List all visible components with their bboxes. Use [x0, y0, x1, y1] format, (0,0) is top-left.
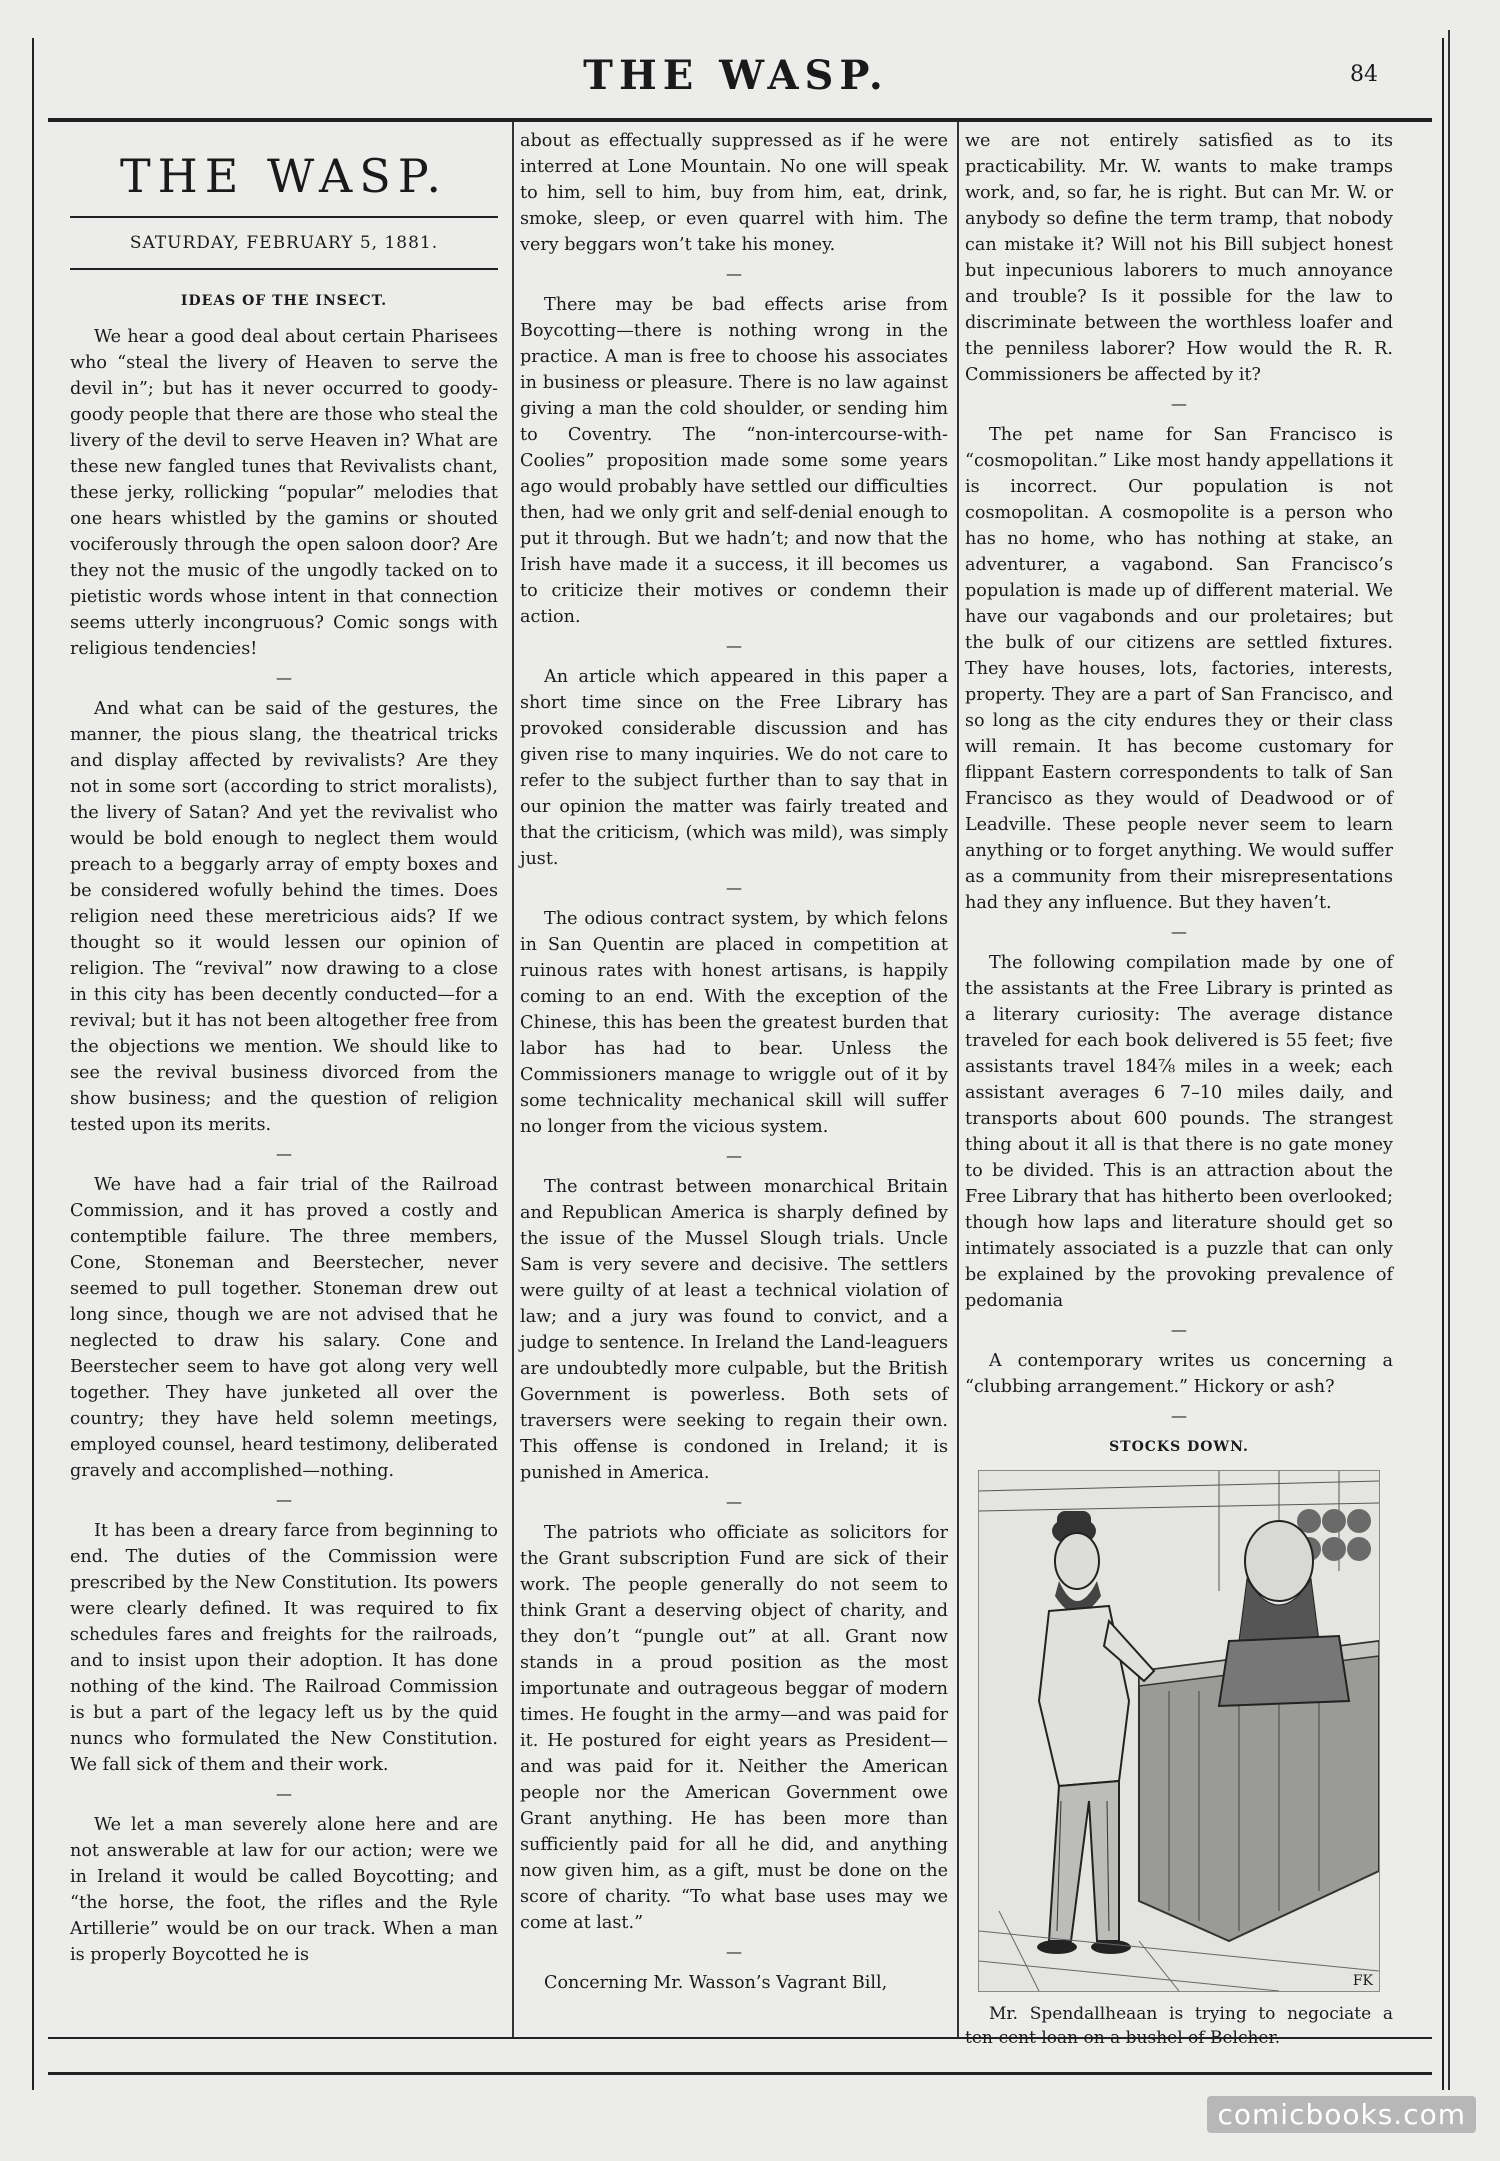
running-head-title: THE WASP.: [583, 52, 889, 99]
issue-date: SATURDAY, FEBRUARY 5, 1881.: [70, 216, 498, 270]
paragraph: There may be bad effects arise from Boycotting—there is nothing wrong in the practice. A man is free to choose his associates in business or pleasure. There is no law against giving a man the cold shoulder, or sending him to Coventry. The “non-intercourse-with-Coolies” proposition made some some years ago would probably have settled our difficulties then, had we only grit and self-denial enough to put it through. But we hadn’t; and now that the Irish have made it a success, it ill becomes us to criticize their motives or condemn their action.: [520, 295, 948, 627]
column-2: [520, 128, 948, 2004]
separator: —: [726, 1942, 742, 1961]
paragraph: we are not entirely satisfied as to its practicability. Mr. W. wants to make tramps work, and, so far, he is right. But can Mr. W. or anybody so define the term tramp, that nobody can mistake it? Will not his Bill subject honest but inpecunious laborers to much annoyance and trouble? Is it possible for the law to discriminate between the worthless loafer and the penniless laborer? How would the R. R. Commissioners be affected by it?: [965, 131, 1393, 385]
paragraph: The contrast between monarchical Britain and Republican America is sharply defined by the issue of the Mussel Slough trials. Uncle Sam is very severe and decisive. The settlers were guilty of at least a technical violation of law; and a jury was found to convict, and a judge to sentence. In Ireland the Land-leaguers are undoubtedly more culpable, but the British Government is powerless. Both sets of traversers were seeking to regain their own. This offense is condoned in Ireland; it is punished in America.: [520, 1177, 948, 1483]
cartoon-caption: Mr. Spendallheaan is trying to negociate a ten-cent loan on a bushel of Belcher.: [965, 2004, 1393, 2048]
cartoon-illustration: [978, 1470, 1380, 1992]
header-rule: [48, 118, 1432, 122]
watermark: comicbooks.com: [1207, 2096, 1476, 2133]
cartoon-title: STOCKS DOWN.: [1109, 1439, 1249, 1455]
paragraph: The pet name for San Francisco is “cosmopolitan.” Like most handy appellations it is incorrect. Our population is not cosmopolitan. A cosmopolite is a person who has no home, who has nothing at stake, an adventurer, a vagabond. San Francisco’s population is made up of different material. We have our vagabonds and our proletaires; but the bulk of our citizens are settled fixtures. They have houses, lots, factories, interests, property. They are a part of San Francisco, and so long as the city endures they or their class will remain. It has become customary for flippant Eastern correspondents to talk of San Francisco as they would of Deadwood or of Leadville. These people never seem to learn anything or to forget anything. We would suffer as a community from their misrepresentations had they any influence. But they haven’t.: [965, 425, 1393, 913]
separator: —: [1171, 394, 1187, 413]
column-3: [965, 128, 1393, 2050]
separator: —: [276, 1784, 292, 1803]
paragraph: We let a man severely alone here and are not answerable at law for our action; were we in Ireland it would be called Boycotting; and “the horse, the foot, the rifles and the Ryle Artillerie” would be on our track. When a man is properly Boycotted he is: [70, 1815, 498, 1965]
paragraph: It has been a dreary farce from beginning to end. The duties of the Commission were prescribed by the New Constitution. Its powers were clearly defined. It was required to fix schedules fares and freights for the railroads, and to insist upon their adoption. It has done nothing of the kind. The Railroad Commission is but a part of the legacy left us by the quid nuncs who formulated the New Constitution. We fall sick of them and their work.: [70, 1521, 498, 1775]
separator: —: [276, 668, 292, 687]
paragraph: about as effectually suppressed as if he were interred at Lone Mountain. No one will speak to him, sell to him, buy from him, eat, drink, smoke, sleep, or even quarrel with him. The very beggars won’t take his money.: [520, 131, 948, 255]
separator: —: [726, 264, 742, 283]
separator: —: [276, 1144, 292, 1163]
paragraph: The patriots who officiate as solicitors for the Grant subscription Fund are sick of their work. The people generally do not seem to think Grant a deserving object of charity, and they don’t “pungle out” at all. Grant now stands in a proud position as the most importunate and outrageous beggar of modern times. He fought in the army—and was paid for it. He postured for eight years as President—and was paid for it. Neither the American people nor the American Government owe Grant anything. He has been more than sufficiently paid for all he did, and anything now given him, as a gift, must be done on the score of charity. “To what base uses may we come at last.”: [520, 1523, 948, 1933]
separator: —: [1171, 1320, 1187, 1339]
separator: —: [726, 878, 742, 897]
column-rule-2: [957, 122, 959, 2037]
outer-rule: [1448, 30, 1450, 2090]
section-heading: IDEAS OF THE INSECT.: [180, 293, 388, 309]
footer-rule-2: [48, 2072, 1432, 2075]
editorial-masthead: THE WASP.: [120, 149, 448, 203]
column-rule-1: [512, 122, 514, 2037]
paragraph: And what can be said of the gestures, the manner, the pious slang, the theatrical tricks and display affected by revivalists? Are they not in some sort (according to strict moralists), the livery of Satan? And yet the revivalist who would be bold enough to neglect them would preach to a beggarly array of empty boxes and be considered wofully behind the times. Does religion need these meretricious aids? If we thought so it would lessen our opinion of religion. The “revival” now drawing to a close in this city has been decently conducted—for a revival; but it has not been altogether free from the objections we mention. We should like to see the revival business divorced from the show business; and the question of religion tested upon its merits.: [70, 699, 498, 1135]
artist-signature: FK: [1352, 1973, 1373, 1989]
paragraph: We hear a good deal about certain Pharisees who “steal the livery of Heaven to serve the devil in”; but has it never occurred to goody-goody people that there are those who steal the livery of the devil to serve Heaven in? What are these new fangled tunes that Revivalists chant, these jerky, rollicking “popular” melodies that one hears whistled by the gamins or shouted vociferously through the open saloon door? Are they not the music of the ungodly tacked on to pietistic words whose intent in that connection seems utterly incongruous? Comic songs with religious tendencies!: [70, 327, 498, 659]
separator: —: [276, 1490, 292, 1509]
separator: —: [1171, 1406, 1187, 1425]
column-1: [70, 128, 498, 1976]
page-number: 84: [1350, 62, 1378, 87]
paragraph: The following compilation made by one of the assistants at the Free Library is printed as a literary curiosity: The average distance traveled for each book delivered is 55 feet; five assistants travel 184⅞ miles in a week; each assistant averages 6 7–10 miles daily, and transports about 600 pounds. The strangest thing about it all is that there is no gate money to be divided. This is an attraction about the Free Library that has hitherto been overlooked; though how laps and literature should get so intimately associated is a puzzle that can only be explained by the provoking prevalence of pedomania: [965, 953, 1393, 1311]
paragraph: Concerning Mr. Wasson’s Vagrant Bill,: [544, 1973, 888, 1993]
paragraph: An article which appeared in this paper a short time since on the Free Library has provoked considerable discussion and has given rise to many inquiries. We do not care to refer to the subject further than to say that in our opinion the matter was fairly treated and that the criticism, (which was mild), was simply just.: [520, 667, 948, 869]
paragraph: A contemporary writes us concerning a “clubbing arrangement.” Hickory or ash?: [965, 1351, 1393, 1397]
separator: —: [726, 636, 742, 655]
separator: —: [726, 1492, 742, 1511]
separator: —: [1171, 922, 1187, 941]
paragraph: The odious contract system, by which felons in San Quentin are placed in competition at ruinous rates with honest artisans, is happily coming to an end. With the exception of the Chinese, this has been the greatest burden that labor has had to bear. Unless the Commissioners manage to wriggle out of it by some technicality mechanical skill will suffer no longer from the vicious system.: [520, 909, 948, 1137]
paragraph: We have had a fair trial of the Railroad Commission, and it has proved a costly and contemptible failure. The three members, Cone, Stoneman and Beerstecher, never seemed to pull together. Stoneman drew out long since, though we are not advised that he neglected to draw his salary. Cone and Beerstecher seem to have got along very well together. They have junketed all over the country; they have held solemn meetings, employed counsel, heard testimony, deliberated gravely and accomplished—nothing.: [70, 1175, 498, 1481]
cartoon-drawing: [979, 1471, 1379, 1991]
separator: —: [726, 1146, 742, 1165]
